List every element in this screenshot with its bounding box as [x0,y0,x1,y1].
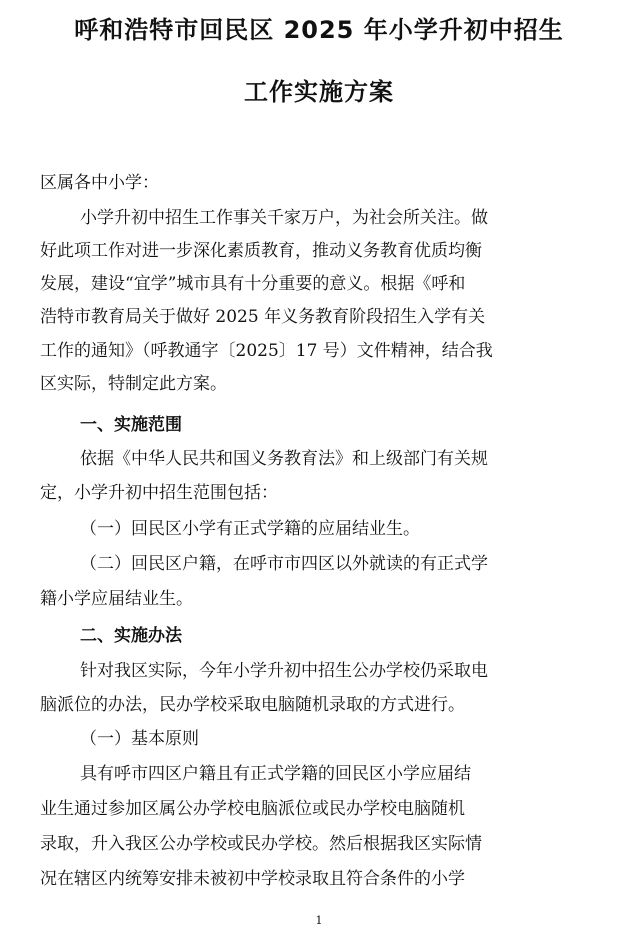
list-item: （二）回民区户籍，在呼市市四区以外就读的有正式学 [80,554,488,574]
subsection-heading: （一）基本原则 [80,729,199,749]
paragraph-line: 针对我区实际，今年小学升初中招生公办学校仍采取电 [80,661,488,681]
paragraph-line: 工作的通知》（呼教通字〔2025〕17 号）文件精神，结合我 [40,341,493,361]
paragraph-line: 发展，建设“宜学”城市具有十分重要的意义。根据《呼和 [40,274,466,294]
document-title-line-1: 呼和浩特市回民区 2025 年小学升初中招生 [74,16,564,44]
paragraph-line: 依据《中华人民共和国义务教育法》和上级部门有关规 [80,449,488,469]
paragraph-line: 籍小学应届结业生。 [40,589,193,609]
paragraph-line: 脑派位的办法，民办学校采取电脑随机录取的方式进行。 [40,695,465,715]
paragraph-line: 定，小学升初中招生范围包括： [40,483,278,503]
section-heading-method: 二、实施办法 [80,626,182,646]
document-title-line-2: 工作实施方案 [244,78,394,106]
list-item: （一）回民区小学有正式学籍的应届结业生。 [80,519,420,539]
paragraph-line: 业生通过参加区属公办学校电脑派位或民办学校电脑随机 [40,799,465,819]
paragraph-line: 好此项工作对进一步深化素质教育，推动义务教育优质均衡 [40,241,482,261]
paragraph-line: 区实际，特制定此方案。 [40,374,227,394]
salutation: 区属各中小学： [40,173,159,193]
paragraph-line: 具有呼市四区户籍且有正式学籍的回民区小学应届结 [80,764,471,784]
paragraph-line: 况在辖区内统筹安排未被初中学校录取且符合条件的小学 [40,869,465,889]
page-number: 1 [315,914,323,927]
section-heading-scope: 一、实施范围 [80,415,182,435]
paragraph-line: 小学升初中招生工作事关千家万户，为社会所关注。做 [80,208,488,228]
paragraph-line: 录取，升入我区公办学校或民办学校。然后根据我区实际情 [40,834,482,854]
paragraph-line: 浩特市教育局关于做好 2025 年义务教育阶段招生入学有关 [40,307,486,327]
